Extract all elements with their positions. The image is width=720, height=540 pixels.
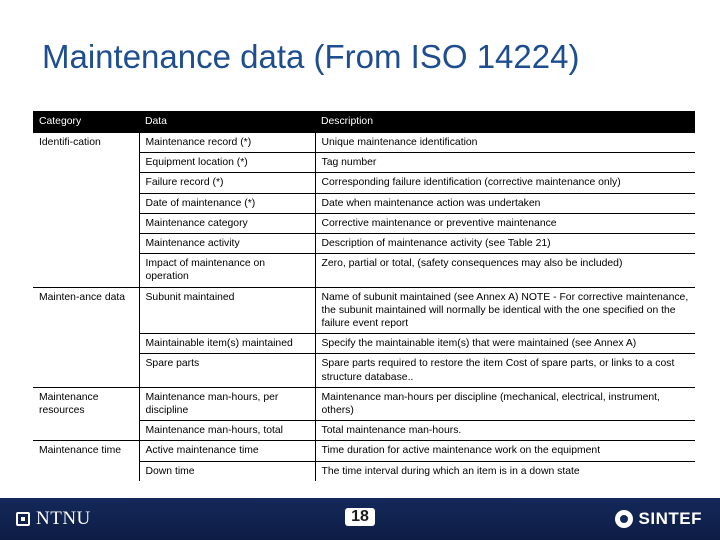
category-cell: Identifi-cation <box>33 133 139 287</box>
description-cell: Spare parts required to restore the item Cost of spare parts, or links to a cost structure database.. <box>315 354 695 387</box>
description-cell: Time duration for active maintenance work on the equipment <box>315 441 695 461</box>
header-category: Category <box>33 111 139 133</box>
data-cell: Equipment location (*) <box>139 153 315 173</box>
data-cell: Down time <box>139 461 315 481</box>
description-cell: Description of maintenance activity (see Table 21) <box>315 234 695 254</box>
category-cell: Maintenance time <box>39 445 122 457</box>
category-cell: Mainten-ance data <box>33 287 139 387</box>
description-cell: Maintenance man-hours per discipline (mechanical, electrical, instrument, others) <box>315 387 695 420</box>
data-cell: Impact of maintenance on operation <box>139 254 315 287</box>
table-row <box>33 387 695 420</box>
data-cell: Maintenance category <box>139 213 315 233</box>
sintef-logo-text: SINTEF <box>638 509 702 528</box>
maintenance-data-table <box>33 111 695 481</box>
description-cell: Name of subunit maintained (see Annex A) NOTE - For corrective maintenance, the subunit maintained will normally be identical with the one specified on the failure event report <box>315 287 695 334</box>
data-cell: Maintenance man-hours, per discipline <box>139 387 315 420</box>
description-cell: Total maintenance man-hours. <box>315 421 695 441</box>
table-row <box>33 133 695 153</box>
data-cell: Subunit maintained <box>139 287 315 334</box>
table-row <box>33 287 695 334</box>
table-row <box>33 441 695 461</box>
header-description: Description <box>315 111 695 133</box>
description-cell: Zero, partial or total, (safety consequences may also be included) <box>315 254 695 287</box>
data-cell: Maintainable item(s) maintained <box>139 334 315 354</box>
description-cell: Corresponding failure identification (corrective maintenance only) <box>315 173 695 193</box>
page-number-container <box>0 508 720 526</box>
description-cell: Tag number <box>315 153 695 173</box>
data-cell: Active maintenance time <box>139 441 315 461</box>
data-cell: Spare parts <box>139 354 315 387</box>
data-cell: Maintenance record (*) <box>139 133 315 153</box>
page-number: 18 <box>345 508 375 526</box>
slide-title: Maintenance data (From ISO 14224) <box>42 38 580 75</box>
ntnu-logo-text: NTNU <box>36 508 91 529</box>
description-cell: Specify the maintainable item(s) that were maintained (see Annex A) <box>315 334 695 354</box>
data-cell: Failure record (*) <box>139 173 315 193</box>
description-cell: Corrective maintenance or preventive maintenance <box>315 213 695 233</box>
table-header-row <box>33 111 695 133</box>
category-cell: Maintenance resources <box>33 387 139 441</box>
description-cell: The time interval during which an item is in a down state <box>315 461 695 481</box>
data-cell: Date of maintenance (*) <box>139 193 315 213</box>
header-data: Data <box>139 111 315 133</box>
description-cell: Unique maintenance identification <box>315 133 695 153</box>
data-cell: Maintenance man-hours, total <box>139 421 315 441</box>
data-cell: Maintenance activity <box>139 234 315 254</box>
description-cell: Date when maintenance action was undertaken <box>315 193 695 213</box>
